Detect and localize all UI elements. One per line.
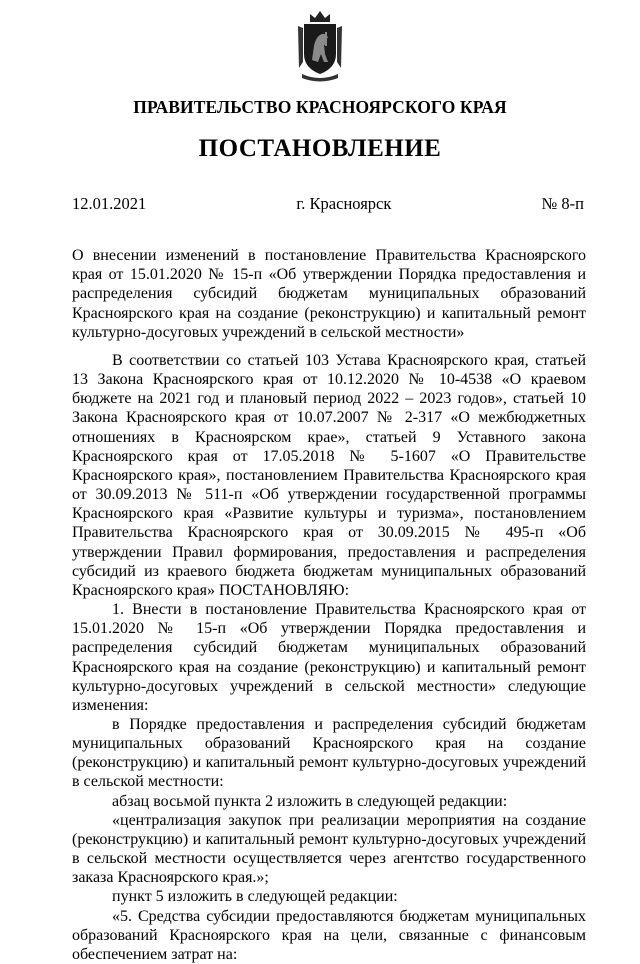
document-date: 12.01.2021: [72, 194, 147, 213]
body-paragraph: «5. Средства субсидии предоставляются бюджетам муниципальных образований Красноярского края на цели, связанные с финансовым обеспечением затрат на:: [72, 907, 586, 963]
document-type: ПОСТАНОВЛЕНИЕ: [198, 135, 442, 162]
document-meta-line: [72, 194, 584, 214]
body-paragraph: в Порядке предоставления и распределения субсидий бюджетам муниципальных образований Красноярского края на создание (реконструкцию) и капитальный ремонт культурно-досуговых учреждений в сельской местности:: [72, 715, 586, 791]
body-paragraph: пункт 5 изложить в следующей редакции:: [112, 888, 398, 906]
body-paragraph: «централизация закупок при реализации мероприятия на создание (реконструкцию) и капитальный ремонт культурно-досуговых учреждений в сельской местности осуществляется через агентство государственного заказа Красноярского края.»;: [72, 811, 586, 887]
document-body: [72, 351, 586, 964]
document-subject: О внесении изменений в постановление Правительства Красноярского края от 15.01.2020 № 15-п «Об утверждении Порядка предоставления и распределения субсидий бюджетам муниципальных образований Красноярского края на создание (реконструкцию) и капитальный ремонт культурно-досуговых учреждений в сельской местности»: [72, 247, 586, 341]
body-paragraph: 1. Внести в постановление Правительства Красноярского края от 15.01.2020 № 15-п «Об утверждении Порядка предоставления и распределения субсидий бюджетам муниципальных образований Красноярского края на создание (реконструкцию) и капитальный ремонт культурно-досуговых учреждений в сельской местности» следующие изменения:: [72, 601, 586, 714]
krasnoyarsk-coat-of-arms-icon: [294, 8, 346, 82]
body-paragraph: В соответствии со статьей 103 Устава Красноярского края, статьей 13 Закона Красноярского края от 10.12.2020 № 10-4538 «О краевом бюджете на 2021 год и плановый период 2022 – 2023 годов», статьей 10 Закона Красноярского края от 10.07.2007 № 2-317 «О межбюджетных отношениях в Красноярском крае», статьей 9 Уставного закона Красноярского края от 17.05.2018 № 5-1607 «О Правительстве Красноярского края», постановлением Правительства Красноярского края от 30.09.2013 № 511-п «Об утверждении государственной программы Красноярского края «Развитие культуры и туризма», постановлением Правительства Красноярского края от 30.09.2015 № 495-п «Об утверждении Правил формирования, предоставления и распределения субсидий из краевого бюджета бюджетам муниципальных образований Красноярского края» ПОСТАНОВЛЯЮ:: [72, 352, 586, 599]
document-city: г. Красноярск: [296, 194, 392, 213]
body-paragraph: абзац восьмой пункта 2 изложить в следующей редакции:: [112, 792, 508, 810]
government-name: ПРАВИТЕЛЬСТВО КРАСНОЯРСКОГО КРАЯ: [133, 97, 507, 117]
document-number: № 8-п: [541, 194, 584, 213]
